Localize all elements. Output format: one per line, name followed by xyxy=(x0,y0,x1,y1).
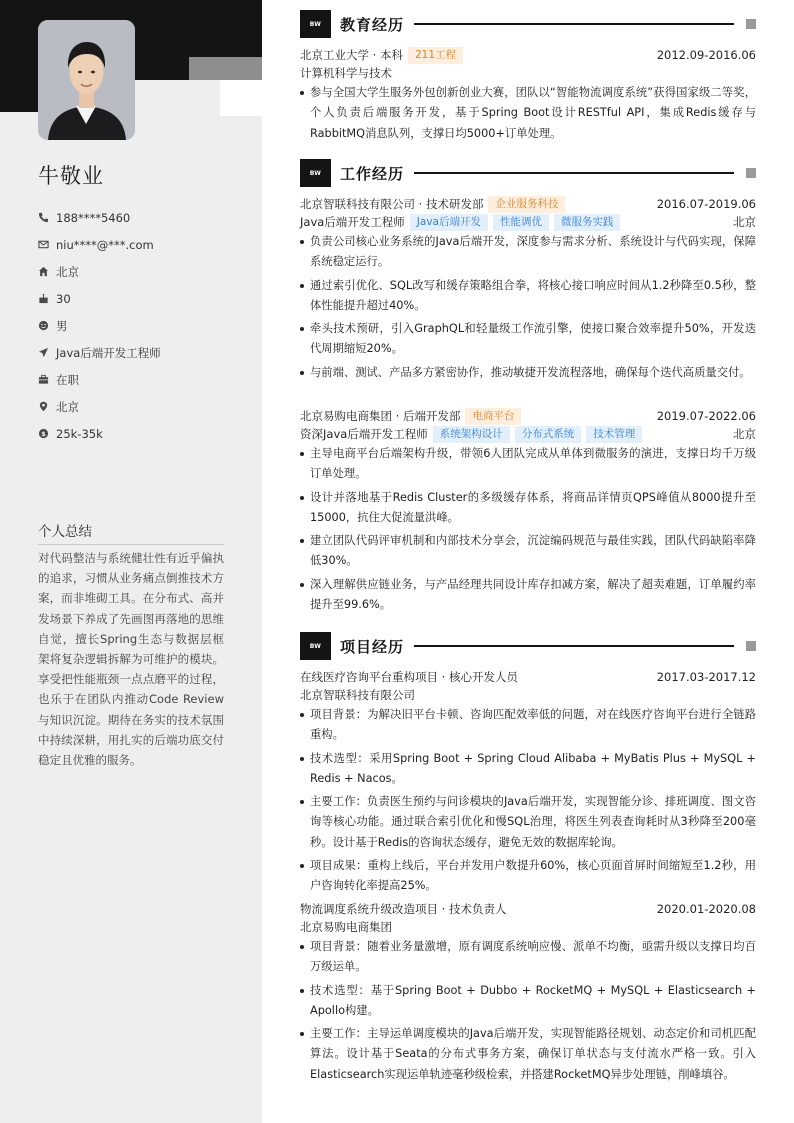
location-text: 北京 xyxy=(56,399,79,414)
info-salary xyxy=(38,420,238,447)
salary-icon xyxy=(38,427,56,441)
school-name: 北京工业大学 · 本科 xyxy=(300,48,403,62)
info-email xyxy=(38,231,238,258)
section-header-education xyxy=(300,10,756,38)
list-item: 设计并落地基于Redis Cluster的多级缓存体系，将商品详情页QPS峰值从8000提升至15000，抗住大促流量洪峰。 xyxy=(300,488,756,529)
education-entry xyxy=(300,46,756,147)
work-role-row xyxy=(300,425,756,443)
section-square xyxy=(746,641,756,651)
job-target-text: Java后端开发工程师 xyxy=(56,345,161,360)
svg-text:$: $ xyxy=(41,429,46,438)
skill-tag: Java后端开发 xyxy=(410,214,488,231)
contact-info-list xyxy=(38,204,238,447)
work-entry xyxy=(300,407,756,618)
cake-icon xyxy=(38,292,56,306)
section-title: 项目经历 xyxy=(340,637,405,656)
salary-text: 25k-35k xyxy=(56,426,103,441)
work-header-row xyxy=(300,195,756,213)
section-badge: BW xyxy=(300,10,331,38)
project-header-row xyxy=(300,668,756,686)
list-item: 项目背景：随着业务量激增，原有调度系统响应慢、派单不均衡，亟需升级以支撑日均百万级运单。 xyxy=(300,937,756,978)
info-age xyxy=(38,285,238,312)
project-date: 2020.01-2020.08 xyxy=(656,902,756,916)
project-entry xyxy=(300,668,756,900)
summary-text: 对代码整洁与系统健壮性有近乎偏执的追求，习惯从业务痛点倒推技术方案，而非堆砌工具。在分布式、高并发场景下养成了先画图再落地的思维自觉，擅长Spring生态与数据层框架将复杂逻辑拆解为可维护的模块。享受把性能瓶颈一点点磨平的过程，也乐于在团队内推动Code Review与知识沉淀。期待在务实的技术氛围中持续深耕，用扎实的后端功底交付稳定且优雅的服务。 xyxy=(38,551,224,768)
gender-icon xyxy=(38,319,56,333)
list-item: 主要工作：负责医生预约与问诊模块的Java后端开发，实现智能分诊、排班调度、图文咨询等核心功能。通过联合索引优化和慢SQL治理，将医生列表查询耗时从3秒降至200毫秒。设计基于Redis的咨询状态缓存，避免无效的数据库轮询。 xyxy=(300,792,756,853)
list-item: 技术选型：采用Spring Boot + Spring Cloud Alibaba + MyBatis Plus + MySQL + Redis + Nacos。 xyxy=(300,749,756,790)
school-tag: 211工程 xyxy=(408,47,463,64)
list-item: 与前端、测试、产品多方紧密协作，推动敏捷开发流程落地，确保每个迭代高质量交付。 xyxy=(300,363,756,383)
work-bullets xyxy=(300,444,756,615)
list-item: 主要工作：主导运单调度模块的Java后端开发，实现智能路径规划、动态定价和司机匹配算法。设计基于Seata的分布式事务方案，确保订单状态与支付流水严格一致。引入Elasticsearch实现运单轨迹毫秒级检索，并搭建RocketMQ异步处理链，削峰填谷。 xyxy=(300,1024,756,1085)
work-company: 北京易购电商集团 · 后端开发部 xyxy=(300,409,461,423)
work-entry xyxy=(300,195,756,386)
section-square xyxy=(746,19,756,29)
skill-tag: 系统架构设计 xyxy=(433,426,510,443)
education-major-row xyxy=(300,64,756,82)
list-item: 技术选型：基于Spring Boot + Dubbo + RocketMQ + MySQL + Elasticsearch + Apollo构建。 xyxy=(300,981,756,1022)
section-badge: BW xyxy=(300,632,331,660)
list-item: 通过索引优化、SQL改写和缓存策略组合拳，将核心接口响应时间从1.2秒降至0.5秒，整体性能提升超过40%。 xyxy=(300,276,756,317)
work-bullets xyxy=(300,232,756,383)
status-text: 在职 xyxy=(56,372,79,387)
decor-block-white xyxy=(220,80,262,116)
education-bullets xyxy=(300,83,756,144)
mail-icon xyxy=(38,238,56,252)
phone-text: 188****5460 xyxy=(56,210,131,225)
age-text: 30 xyxy=(56,291,71,306)
section-title: 教育经历 xyxy=(340,15,405,34)
list-item: 建立团队代码评审机制和内部技术分享会，沉淀编码规范与最佳实践，团队代码缺陷率降低30%。 xyxy=(300,531,756,572)
home-icon xyxy=(38,265,56,279)
project-company: 北京智联科技有限公司 xyxy=(300,688,415,702)
work-date: 2016.07-2019.06 xyxy=(656,197,756,211)
section-header-work xyxy=(300,159,756,187)
list-item: 项目成果：重构上线后，平台并发用户数提升60%，核心页面首屏时间缩短至1.2秒，用户咨询转化率提高25%。 xyxy=(300,856,756,897)
project-name: 在线医疗咨询平台重构项目 · 核心开发人员 xyxy=(300,670,518,684)
list-item: 主导电商平台后端架构升级，带领6人团队完成从单体到微服务的演进，支撑日均千万级订单处理。 xyxy=(300,444,756,485)
send-icon xyxy=(38,346,56,360)
section-header-project xyxy=(300,632,756,660)
list-item: 负责公司核心业务系统的Java后端开发，深度参与需求分析、系统设计与代码实现，保障系统稳定运行。 xyxy=(300,232,756,273)
list-item: 项目背景：为解决旧平台卡顿、咨询匹配效率低的问题，对在线医疗咨询平台进行全链路重构。 xyxy=(300,705,756,746)
project-bullets xyxy=(300,937,756,1085)
project-bullets xyxy=(300,705,756,897)
project-name: 物流调度系统升级改造项目 · 技术负责人 xyxy=(300,902,507,916)
education-header-row xyxy=(300,46,756,64)
section-title: 工作经历 xyxy=(340,164,405,183)
decor-block-grey xyxy=(189,57,262,80)
work-company: 北京智联科技有限公司 · 技术研发部 xyxy=(300,197,484,211)
industry-tag: 电商平台 xyxy=(465,408,521,425)
avatar xyxy=(38,20,135,140)
gender-text: 男 xyxy=(56,318,68,333)
email-text: niu****@***.com xyxy=(56,237,154,252)
education-date: 2012.09-2016.06 xyxy=(656,48,756,62)
location-pin-icon xyxy=(38,400,56,414)
project-date: 2017.03-2017.12 xyxy=(656,670,756,684)
work-city: 北京 xyxy=(733,215,756,229)
industry-tag: 企业服务科技 xyxy=(488,196,565,213)
info-phone xyxy=(38,204,238,231)
skill-tag: 技术管理 xyxy=(586,426,642,443)
project-company: 北京易购电商集团 xyxy=(300,920,392,934)
info-hometown xyxy=(38,258,238,285)
project-company-row xyxy=(300,918,756,936)
section-divider xyxy=(414,645,734,647)
info-gender xyxy=(38,312,238,339)
work-header-row xyxy=(300,407,756,425)
section-badge: BW xyxy=(300,159,331,187)
decor-block xyxy=(0,57,38,112)
major: 计算机科学与技术 xyxy=(300,66,392,80)
work-date: 2019.07-2022.06 xyxy=(656,409,756,423)
work-role-row xyxy=(300,213,756,231)
list-item: 参与全国大学生服务外包创新创业大赛，团队以“智能物流调度系统”获得国家级二等奖，个人负责后端服务开发，基于Spring Boot设计RESTful API，集成Redis缓存与RabbitMQ消息队列，支撑日均5000+订单处理。 xyxy=(300,83,756,144)
work-role: Java后端开发工程师 xyxy=(300,215,405,229)
project-header-row xyxy=(300,900,756,918)
skill-tag: 微服务实践 xyxy=(554,214,621,231)
section-divider xyxy=(414,172,734,174)
list-item: 深入理解供应链业务，与产品经理共同设计库存扣减方案，解决了超卖难题，订单履约率提升至99.6%。 xyxy=(300,575,756,616)
project-company-row xyxy=(300,686,756,704)
summary-title: 个人总结 xyxy=(38,520,224,545)
list-item: 牵头技术预研，引入GraphQL和轻量级工作流引擎，使接口聚合效率提升50%，开发迭代周期缩短20%。 xyxy=(300,319,756,360)
candidate-name: 牛敬业 xyxy=(38,164,104,188)
skill-tag: 分布式系统 xyxy=(515,426,582,443)
phone-icon xyxy=(38,211,56,225)
section-divider xyxy=(414,23,734,25)
briefcase-icon xyxy=(38,373,56,387)
section-square xyxy=(746,168,756,178)
hometown-text: 北京 xyxy=(56,264,79,279)
skill-tag: 性能调优 xyxy=(493,214,549,231)
info-job-target xyxy=(38,339,238,366)
project-entry xyxy=(300,900,756,1088)
info-status xyxy=(38,366,238,393)
info-location xyxy=(38,393,238,420)
work-role: 资深Java后端开发工程师 xyxy=(300,427,428,441)
work-city: 北京 xyxy=(733,427,756,441)
decor-block xyxy=(134,57,189,80)
